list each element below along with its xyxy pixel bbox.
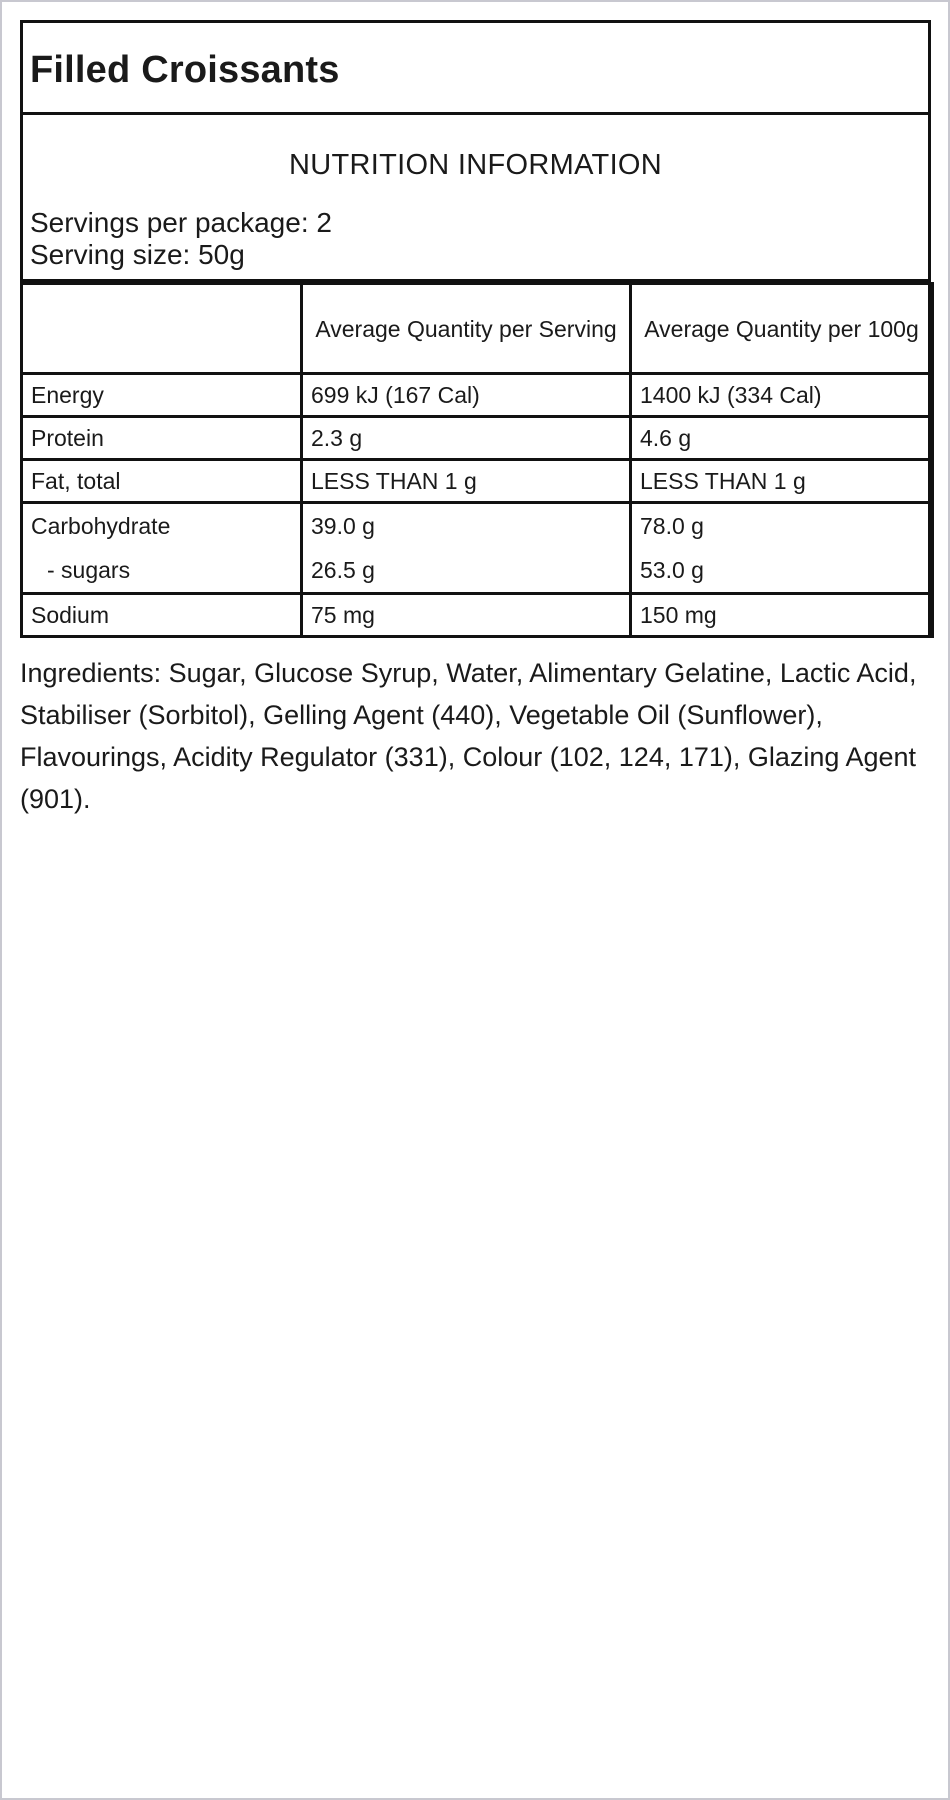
sugars-label: - sugars	[47, 557, 131, 583]
nutrition-info-block	[23, 115, 928, 282]
servings-per-package: Servings per package: 2	[30, 207, 332, 238]
serving-size: Serving size: 50g	[30, 239, 245, 270]
row-per-serving: 2.3 g	[302, 417, 631, 460]
row-label-stack	[22, 503, 302, 594]
nutrition-table	[20, 282, 934, 638]
row-per-100g: LESS THAN 1 g	[631, 460, 933, 503]
row-label: Sodium	[22, 594, 302, 637]
row-per-100g: 4.6 g	[631, 417, 933, 460]
row-per-serving: LESS THAN 1 g	[302, 460, 631, 503]
row-label: Energy	[22, 374, 302, 417]
header-per-100g: Average Quantity per 100g	[631, 284, 933, 374]
table-header-row	[22, 284, 933, 374]
nutrition-heading: NUTRITION INFORMATION	[288, 149, 663, 181]
ingredients-text: Ingredients: Sugar, Glucose Syrup, Water, Alimentary Gelatine, Lactic Acid, Stabiliser (Sorbitol), Gelling Agent (440), Vegetable Oil (Sunflower), Flavourings, Acidity Regulator (331), Colour (102, 124, 171), Glazing Agent (901).	[20, 658, 917, 814]
table-row-protein	[22, 417, 933, 460]
row-per-serving-stack	[302, 503, 631, 594]
carbohydrate-per-serving: 39.0 g	[311, 513, 375, 539]
nutrition-label	[20, 20, 931, 638]
carbohydrate-label: Carbohydrate	[31, 513, 171, 539]
table-row-carbohydrate	[22, 503, 933, 594]
servings-info	[30, 207, 332, 271]
sugars-per-100g: 53.0 g	[640, 557, 704, 583]
product-title: Filled Croissants	[23, 23, 928, 115]
table-row-fat	[22, 460, 933, 503]
carbohydrate-per-100g: 78.0 g	[640, 513, 704, 539]
row-label: Fat, total	[22, 460, 302, 503]
row-label: Protein	[22, 417, 302, 460]
row-per-100g-stack	[631, 503, 933, 594]
header-blank-cell	[22, 284, 302, 374]
row-per-100g: 1400 kJ (334 Cal)	[631, 374, 933, 417]
row-per-serving: 75 mg	[302, 594, 631, 637]
header-per-serving: Average Quantity per Serving	[302, 284, 631, 374]
row-per-100g: 150 mg	[631, 594, 933, 637]
table-row-sodium	[22, 594, 933, 637]
table-row-energy	[22, 374, 933, 417]
sugars-per-serving: 26.5 g	[311, 557, 375, 583]
row-per-serving: 699 kJ (167 Cal)	[302, 374, 631, 417]
